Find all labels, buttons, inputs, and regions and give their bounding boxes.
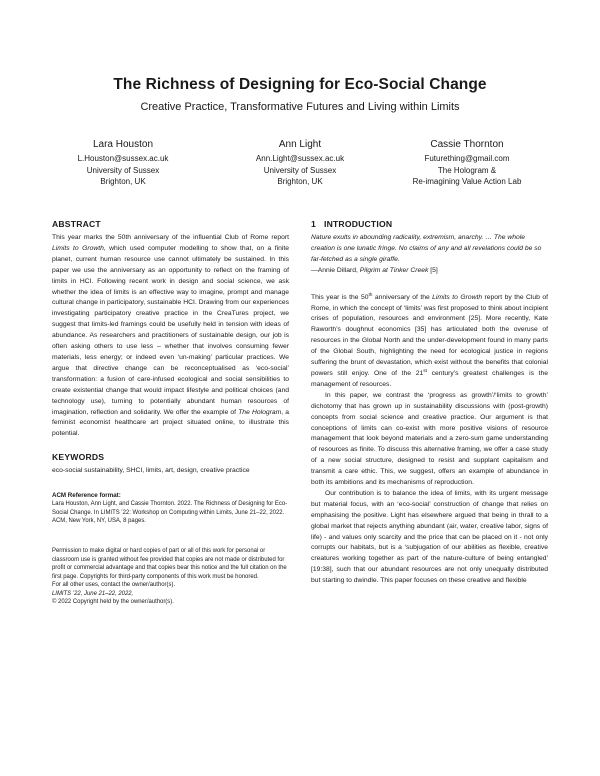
author-email: Ann.Light@sussex.ac.uk	[255, 154, 345, 163]
acm-reference-text: Lara Houston, Ann Light, and Cassie Thornton. 2022. The Richness of Designing for Eco-Social Change. In LIMITS ’22: Workshop on Computing within Limits, June 21–22, 2022. ACM, New York, NY, USA, 8 pages.	[52, 501, 288, 525]
epigraph-attribution: —Annie Dillard, Pilgrim at Tinker Creek [5]	[311, 266, 438, 274]
acm-reference-heading: ACM Reference format:	[52, 492, 121, 500]
author-block	[372, 138, 562, 188]
author-affiliation: University of Sussex	[86, 165, 160, 175]
keywords-heading: KEYWORDS	[52, 452, 105, 463]
author-block	[33, 138, 213, 188]
author-email: Futurething@gmail.com	[424, 154, 510, 163]
author-affiliation: University of Sussex	[263, 165, 337, 175]
introduction-heading: 1 INTRODUCTION	[311, 219, 393, 229]
right-column	[311, 219, 548, 587]
epigraph: Nature exults in abounding radicality, extremism, anarchy. … The whole creation is one lunatic fringe. No claims of any and all revelations could be so far-fetched as a single giraffe.	[311, 234, 542, 263]
keywords-text: eco-social sustainability, SHCI, limits, art, design, creative practice	[52, 467, 250, 475]
author-name: Ann Light	[278, 139, 322, 150]
author-location: Brighton, UK	[277, 177, 323, 186]
permissions-block	[52, 547, 289, 606]
abstract-heading: ABSTRACT	[52, 219, 101, 229]
paper-subtitle: Creative Practice, Transformative Futures and Living within Limits	[140, 101, 460, 113]
intro-paragraph-2: In this paper, we contrast the ‘progress as growth’/‘limits to growth’ dichotomy that has grown up in sustainability discussions with (post-growth) concepts from social science and creative practice. Our argument is that conceptions of limits can co-exist with more positive visions of resource management that look beyond materials and a zero-sum game understanding of resources as finite. To discuss this alternative framing, we offer a case study of a new social structure, designed to resist and supplant capitalism and transmit a care ethic. This, we suggest, offers an example of abundance in both its ambitions and its mechanisms of reproduction.	[311, 391, 548, 487]
intro-paragraph-3: Our contribution is to balance the idea of limits, with its urgent message but material focus, with an ‘eco-social’ construction of change that relies on emphasising the positive. Light has elsewhere argued that being in thrall to a global market that rejects anything abundant (air, water, creative labor, signs of life) - and values only scarcity and the price that can be placed on it - not only corrupts our habitats, but is a ‘subjugation of our abilities as flexible, creative creatures working together as part of the nature-culture of being entangled’ [19:38], such that our abundant resources are not only unequally distributed but starting to dwindle. This paper focuses on these creative and flexible	[311, 489, 548, 585]
permissions-contact: For all other uses, contact the owner/author(s).	[52, 582, 176, 589]
author-name: Cassie Thornton	[430, 139, 504, 150]
author-affiliation-line2: Re-imagining Value Action Lab	[412, 177, 522, 186]
permissions-copyright: © 2022 Copyright held by the owner/author(s).	[52, 599, 174, 606]
paper-title: The Richness of Designing for Eco-Social Change	[113, 76, 487, 93]
author-location: Brighton, UK	[100, 177, 146, 186]
author-name: Lara Houston	[92, 139, 154, 150]
author-email: L.Houston@sussex.ac.uk	[77, 154, 169, 163]
author-affiliation: The Hologram &	[437, 165, 497, 175]
intro-paragraph-1: This year is the 50th anniversary of the Limits to Growth report by the Club of Rome, in which the concept of ‘limits’ was first proposed to think about incipient crises of population, resources and environment [25]. More recently, Kate Raworth’s doughnut economics [35] has articulated both the overuse of resources in the Global North and the under-development found in many parts of the Global South, highlighting the need for ecological justice in regions suffering the brunt of devastation, which exist without the benefits that colonial powers still enjoy. One of the 21st century’s greatest challenges is the management of resources.	[311, 292, 548, 388]
permissions-text: Permission to make digital or hard copies of part or all of this work for personal or classroom use is granted without fee provided that copies are not made or distributed for profit or commercial advantage and that copies bear this notice and the full citation on the first page. Copyrights for third-party components of this work must be honored.	[52, 548, 287, 580]
abstract-text: This year marks the 50th anniversary of the influential Club of Rome report Limits to Growth, which used computer modelling to show that, on a finite planet, current human resource use cannot ultimately be sustained. In this paper we use the anniversary as an opportunity to reflect on the framing of limits in HCI. Following recent work in design and social science, we ask whether the idea of limits is an effective way to imagine, prompt and manage cultural change in participatory, sustainable HCI. Drawing from our experiences investigating participatory creative practice in the CreaTures project, we suggest that limits-led framings could be usefully held in tension with ideas of abundance. As researchers and practitioners of sustainable design, our job is often asking others to use less – whether that involves consuming fewer materials, less energy; or indeed even ‘un-making’ particular practices. We argue that directive change can be reconceptualised as ‘eco-social’ transformation: a fusion of care-infused ecological and social sensibilities to create existential change that would impact lifestyle and political choices (and technology use), turning to potentially abundant human resources of imagination, reflection and solidarity. We offer the example of The Hologram, a feminist economist healthcare art project situated online, to illustrate this potential.	[52, 234, 290, 438]
permissions-venue: LIMITS ’22, June 21–22, 2022,	[52, 590, 134, 597]
author-block	[210, 138, 390, 188]
left-column	[52, 219, 289, 607]
